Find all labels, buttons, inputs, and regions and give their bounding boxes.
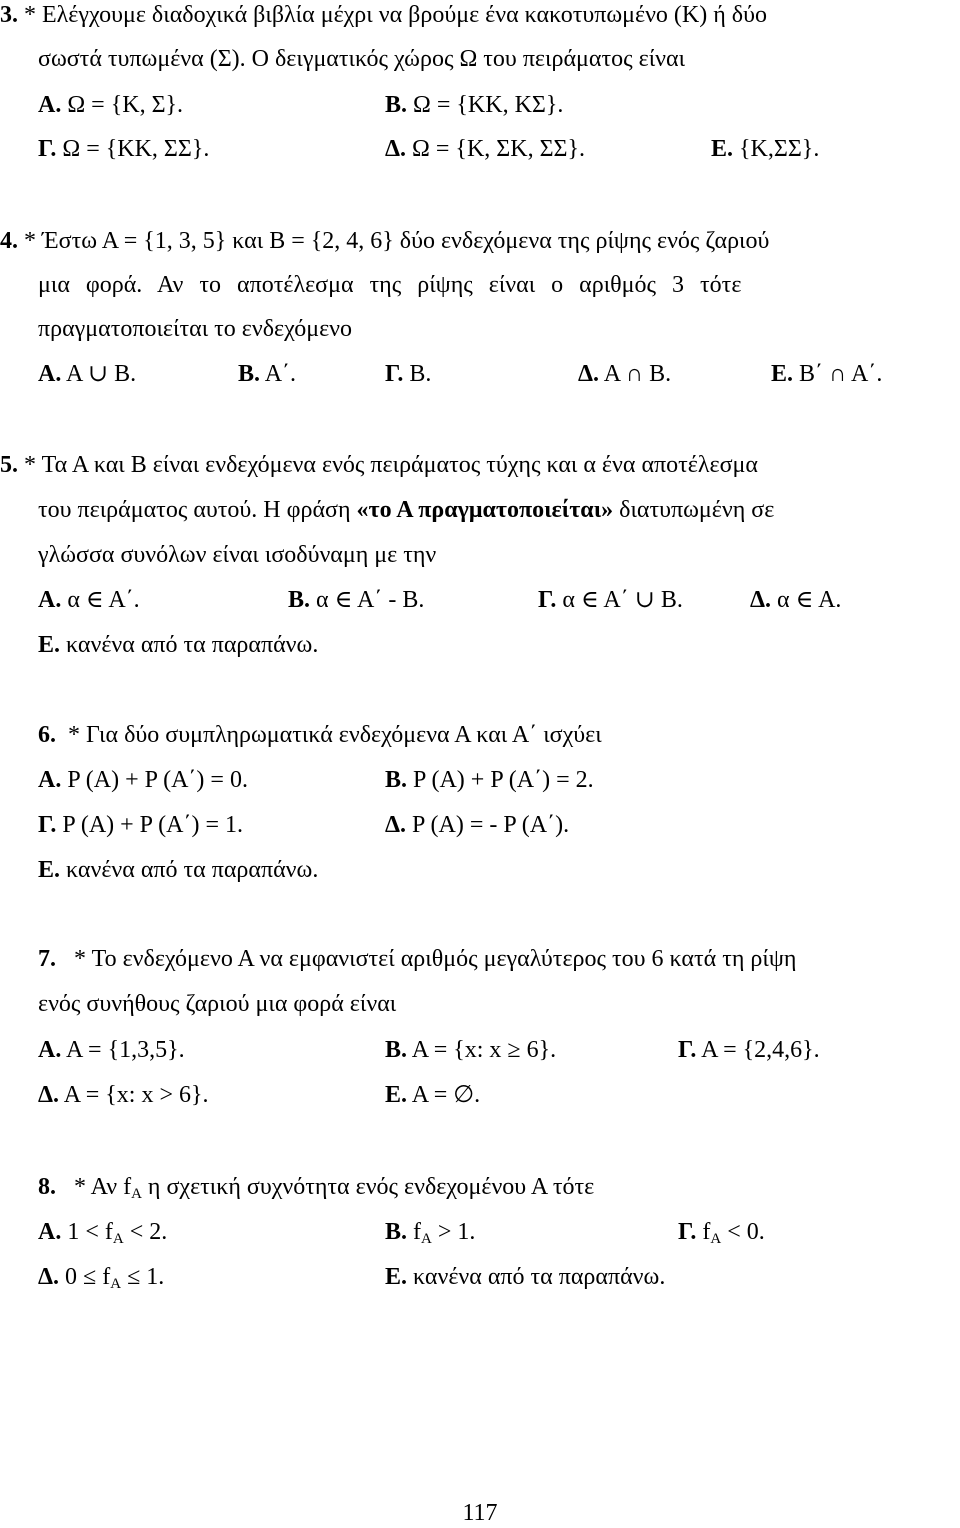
option: Γ. P (A) + P (A΄) = 1. — [38, 812, 243, 838]
option: Γ. $f_A < 0$. — [678, 1219, 765, 1247]
option: Δ. P (A) = - P (A΄). — [385, 812, 570, 838]
question-text: * Έστω Α = {1, 3, 5} και Β = {2, 4, 6} δύο ενδεχόμενα της ρίψης ενός ζαριού — [24, 228, 770, 254]
option: Α. α ∈ Α΄. — [38, 587, 140, 613]
option: Γ. Α = {2,4,6}. — [678, 1037, 820, 1063]
option: Γ. Ω = {ΚΚ, ΣΣ}. — [38, 136, 210, 162]
emphasis-phrase: «το Α πραγματοποιείται» — [356, 497, 614, 523]
question-number: 8. — [38, 1174, 56, 1200]
option: Δ. $0 \le f_A \le 1$. — [38, 1264, 165, 1292]
option: Α. Α = {1,3,5}. — [38, 1037, 185, 1063]
question-text: * Το ενδεχόμενο Α να εμφανιστεί αριθμός μεγαλύτερος του 6 κατά τη ρίψη — [74, 946, 797, 972]
q7-line-2: ενός συνήθους ζαριού μια φορά είναι — [38, 991, 397, 1017]
option: Β. P (A) + P (A΄) = 2. — [385, 767, 594, 793]
q8-line-1: 8. * Αν $f_A$ η σχετική συχνότητα ενός ενδεχομένου Α τότε — [38, 1174, 595, 1202]
option: Β. Α = {x: x ≥ 6}. — [385, 1037, 557, 1063]
option: Β. Α΄. — [238, 361, 297, 387]
option: Δ. Ω = {Κ, ΣΚ, ΣΣ}. — [385, 136, 586, 162]
q7-line-1 — [38, 944, 954, 974]
option: Ε. κανένα από τα παραπάνω. — [385, 1264, 666, 1290]
option: Α. Α ∪ Β. — [38, 361, 137, 387]
q4-line-2: μια φορά. Αν το αποτέλεσμα της ρίψης είναι ο αριθμός 3 τότε — [38, 272, 742, 298]
option: Ε. κανένα από τα παραπάνω. — [38, 632, 319, 658]
question-text: * Για δύο συμπληρωματικά ενδεχόμενα Α και Α΄ ισχύει — [68, 722, 602, 748]
option: Ε. Α = ∅. — [385, 1082, 481, 1108]
question-number: 5. — [0, 452, 18, 478]
q5-line-2: του πειράματος αυτού. Η φράση «το Α πραγματοποιείται» διατυπωμένη σε — [38, 497, 775, 523]
option: Β. α ∈ Α΄ - Β. — [288, 587, 425, 613]
question-number: 3. — [0, 2, 18, 28]
option: Ε. Β΄ ∩ Α΄. — [771, 361, 883, 387]
q3-line-1 — [0, 0, 954, 30]
option: Α. $1 < f_A < 2$. — [38, 1219, 168, 1247]
q5-line-3: γλώσσα συνόλων είναι ισοδύναμη με την — [38, 542, 437, 568]
question-text: * Ελέγχουμε διαδοχικά βιβλία μέχρι να βρούμε ένα κακοτυπωμένο (Κ) ή δύο — [24, 2, 767, 28]
q4-line-1 — [0, 226, 954, 256]
option: Α. Ω = {Κ, Σ}. — [38, 92, 184, 118]
option: Γ. α ∈ Α΄ ∪ Β. — [538, 587, 683, 613]
question-text: * Τα Α και Β είναι ενδεχόμενα ενός πειράματος τύχης και α ένα αποτέλεσμα — [24, 452, 758, 478]
option: Δ. α ∈ Α. — [750, 587, 842, 613]
option: Α. P (A) + P (A΄) = 0. — [38, 767, 248, 793]
q6-line-1 — [38, 720, 954, 750]
option: Δ. Α ∩ Β. — [578, 361, 672, 387]
option: Β. Ω = {ΚΚ, ΚΣ}. — [385, 92, 564, 118]
q3-line-2: σωστά τυπωμένα (Σ). Ο δειγματικός χώρος Ω του πειράματος είναι — [38, 46, 686, 72]
option: Δ. Α = {x: x > 6}. — [38, 1082, 209, 1108]
q5-line-1 — [0, 450, 954, 480]
q4-line-3: πραγματοποιείται το ενδεχόμενο — [38, 316, 353, 342]
question-number: 6. — [38, 722, 56, 748]
option: Β. $f_A > 1$. — [385, 1219, 476, 1247]
option: Ε. κανένα από τα παραπάνω. — [38, 857, 319, 883]
page-number: 117 — [462, 1500, 498, 1526]
question-number: 4. — [0, 228, 18, 254]
question-number: 7. — [38, 946, 56, 972]
option: Ε. {Κ,ΣΣ}. — [711, 136, 820, 162]
option: Γ. Β. — [385, 361, 432, 387]
